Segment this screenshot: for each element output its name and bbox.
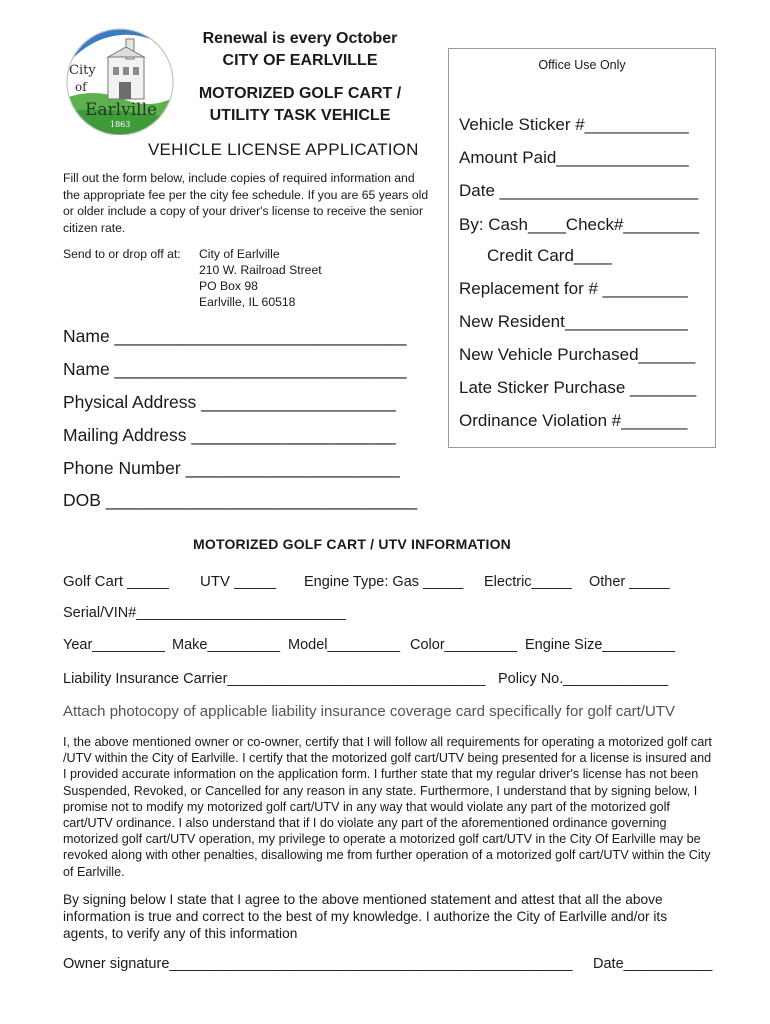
- logo-text-earlville: Earlville: [85, 100, 158, 120]
- certification-text: I, the above mentioned owner or co-owner, certify that I will follow all requirements for operating a motorized golf cart /UTV within the City of Earlville. I certify that the motorized golf cart/UTV being presented for a license is insured and I provided accurate information on the application form. I further state that my regular driver's license has not been Suspended, Revoked, or Cancelled for any reason in any state. Furthermore, I understand that by signing below, I promise not to modify my motorized golf cart/UTV in any way that would violate any part of the motorized golf cart/UTV ordinance. I also understand that if I do violate any part of the aforementioned ordinance governing motorized golf cart/UTV operation, my privilege to operate a motorized golf cart/UTV in the City Of Earlville may be revoked along with other penalties, disallowing me from further operation of a motorized golf cart/UTV within the City of Earlville.: [63, 735, 712, 879]
- address-line: City of Earlville: [199, 247, 280, 261]
- attach-insurance-note: Attach photocopy of applicable liability insurance coverage card specifically for golf cart/UTV: [63, 703, 675, 720]
- replacement-field[interactable]: Replacement for # _________: [459, 279, 688, 298]
- dob-field[interactable]: DOB ________________________________: [63, 490, 418, 510]
- owner-signature-field[interactable]: Owner signature__________________________________________________: [63, 956, 573, 972]
- engine-other-field[interactable]: Other _____: [589, 574, 670, 590]
- logo-text-city: City: [69, 63, 96, 78]
- logo-text-of: of: [75, 80, 87, 94]
- vehicle-section-title: MOTORIZED GOLF CART / UTV INFORMATION: [193, 536, 511, 552]
- logo-text-year: 1863: [110, 120, 131, 129]
- city-logo: [63, 27, 178, 135]
- vehicle-sticker-field[interactable]: Vehicle Sticker #___________: [459, 115, 689, 134]
- title-line-2: UTILITY TASK VEHICLE: [209, 107, 391, 124]
- model-field[interactable]: Model_________: [288, 637, 401, 653]
- office-date-field[interactable]: Date _____________________: [459, 181, 699, 200]
- engine-size-field[interactable]: Engine Size_________: [525, 637, 675, 653]
- ordinance-violation-field[interactable]: Ordinance Violation #_______: [459, 411, 688, 430]
- mailing-address-field[interactable]: Mailing Address _____________________: [63, 425, 396, 445]
- phone-number-field[interactable]: Phone Number ______________________: [63, 458, 400, 478]
- address-line: PO Box 98: [199, 279, 258, 293]
- insurance-carrier-field[interactable]: Liability Insurance Carrier________________________________: [63, 671, 486, 687]
- renewal-notice: Renewal is every October: [202, 30, 398, 47]
- utv-checkbox[interactable]: UTV _____: [200, 573, 276, 590]
- payment-method-field[interactable]: By: Cash____Check#________: [459, 215, 700, 234]
- amount-paid-field[interactable]: Amount Paid______________: [459, 148, 689, 167]
- serial-vin-field[interactable]: Serial/VIN#__________________________: [63, 605, 347, 621]
- office-use-box: [448, 48, 716, 448]
- title-line-1: MOTORIZED GOLF CART /: [198, 85, 402, 102]
- golf-cart-checkbox[interactable]: Golf Cart _____: [63, 573, 169, 590]
- signature-date-field[interactable]: Date___________: [593, 956, 713, 972]
- color-field[interactable]: Color_________: [410, 637, 518, 653]
- year-field[interactable]: Year_________: [63, 637, 165, 653]
- city-name: CITY OF EARLVILLE: [222, 52, 378, 69]
- new-vehicle-field[interactable]: New Vehicle Purchased______: [459, 345, 696, 364]
- late-sticker-field[interactable]: Late Sticker Purchase _______: [459, 378, 697, 397]
- credit-card-field[interactable]: Credit Card____: [487, 246, 612, 265]
- send-label: Send to or drop off at:: [63, 247, 181, 261]
- agreement-text: By signing below I state that I agree to the above mentioned statement and attest that all the above information is true and correct to the best of my knowledge. I authorize the City of Earlville and/or its agents, to verify any of this information: [63, 892, 668, 941]
- intro-text: Fill out the form below, include copies of required information and the appropriate fee per the city fee schedule. If you are 65 years old or older include a copy of your driver's license to receive the senior citizen rate.: [63, 171, 429, 235]
- policy-number-field[interactable]: Policy No._____________: [498, 671, 669, 687]
- make-field[interactable]: Make_________: [172, 637, 281, 653]
- office-use-heading: Office Use Only: [538, 58, 626, 72]
- engine-electric-field[interactable]: Electric_____: [484, 574, 572, 590]
- physical-address-field[interactable]: Physical Address ____________________: [63, 392, 396, 412]
- name-field-1[interactable]: Name ______________________________: [63, 326, 407, 346]
- address-line: 210 W. Railroad Street: [199, 263, 322, 277]
- form-subtitle: VEHICLE LICENSE APPLICATION: [148, 140, 419, 159]
- engine-gas-field[interactable]: Engine Type: Gas _____: [304, 574, 464, 590]
- new-resident-field[interactable]: New Resident_____________: [459, 312, 688, 331]
- name-field-2[interactable]: Name ______________________________: [63, 359, 407, 379]
- address-line: Earlville, IL 60518: [199, 295, 296, 309]
